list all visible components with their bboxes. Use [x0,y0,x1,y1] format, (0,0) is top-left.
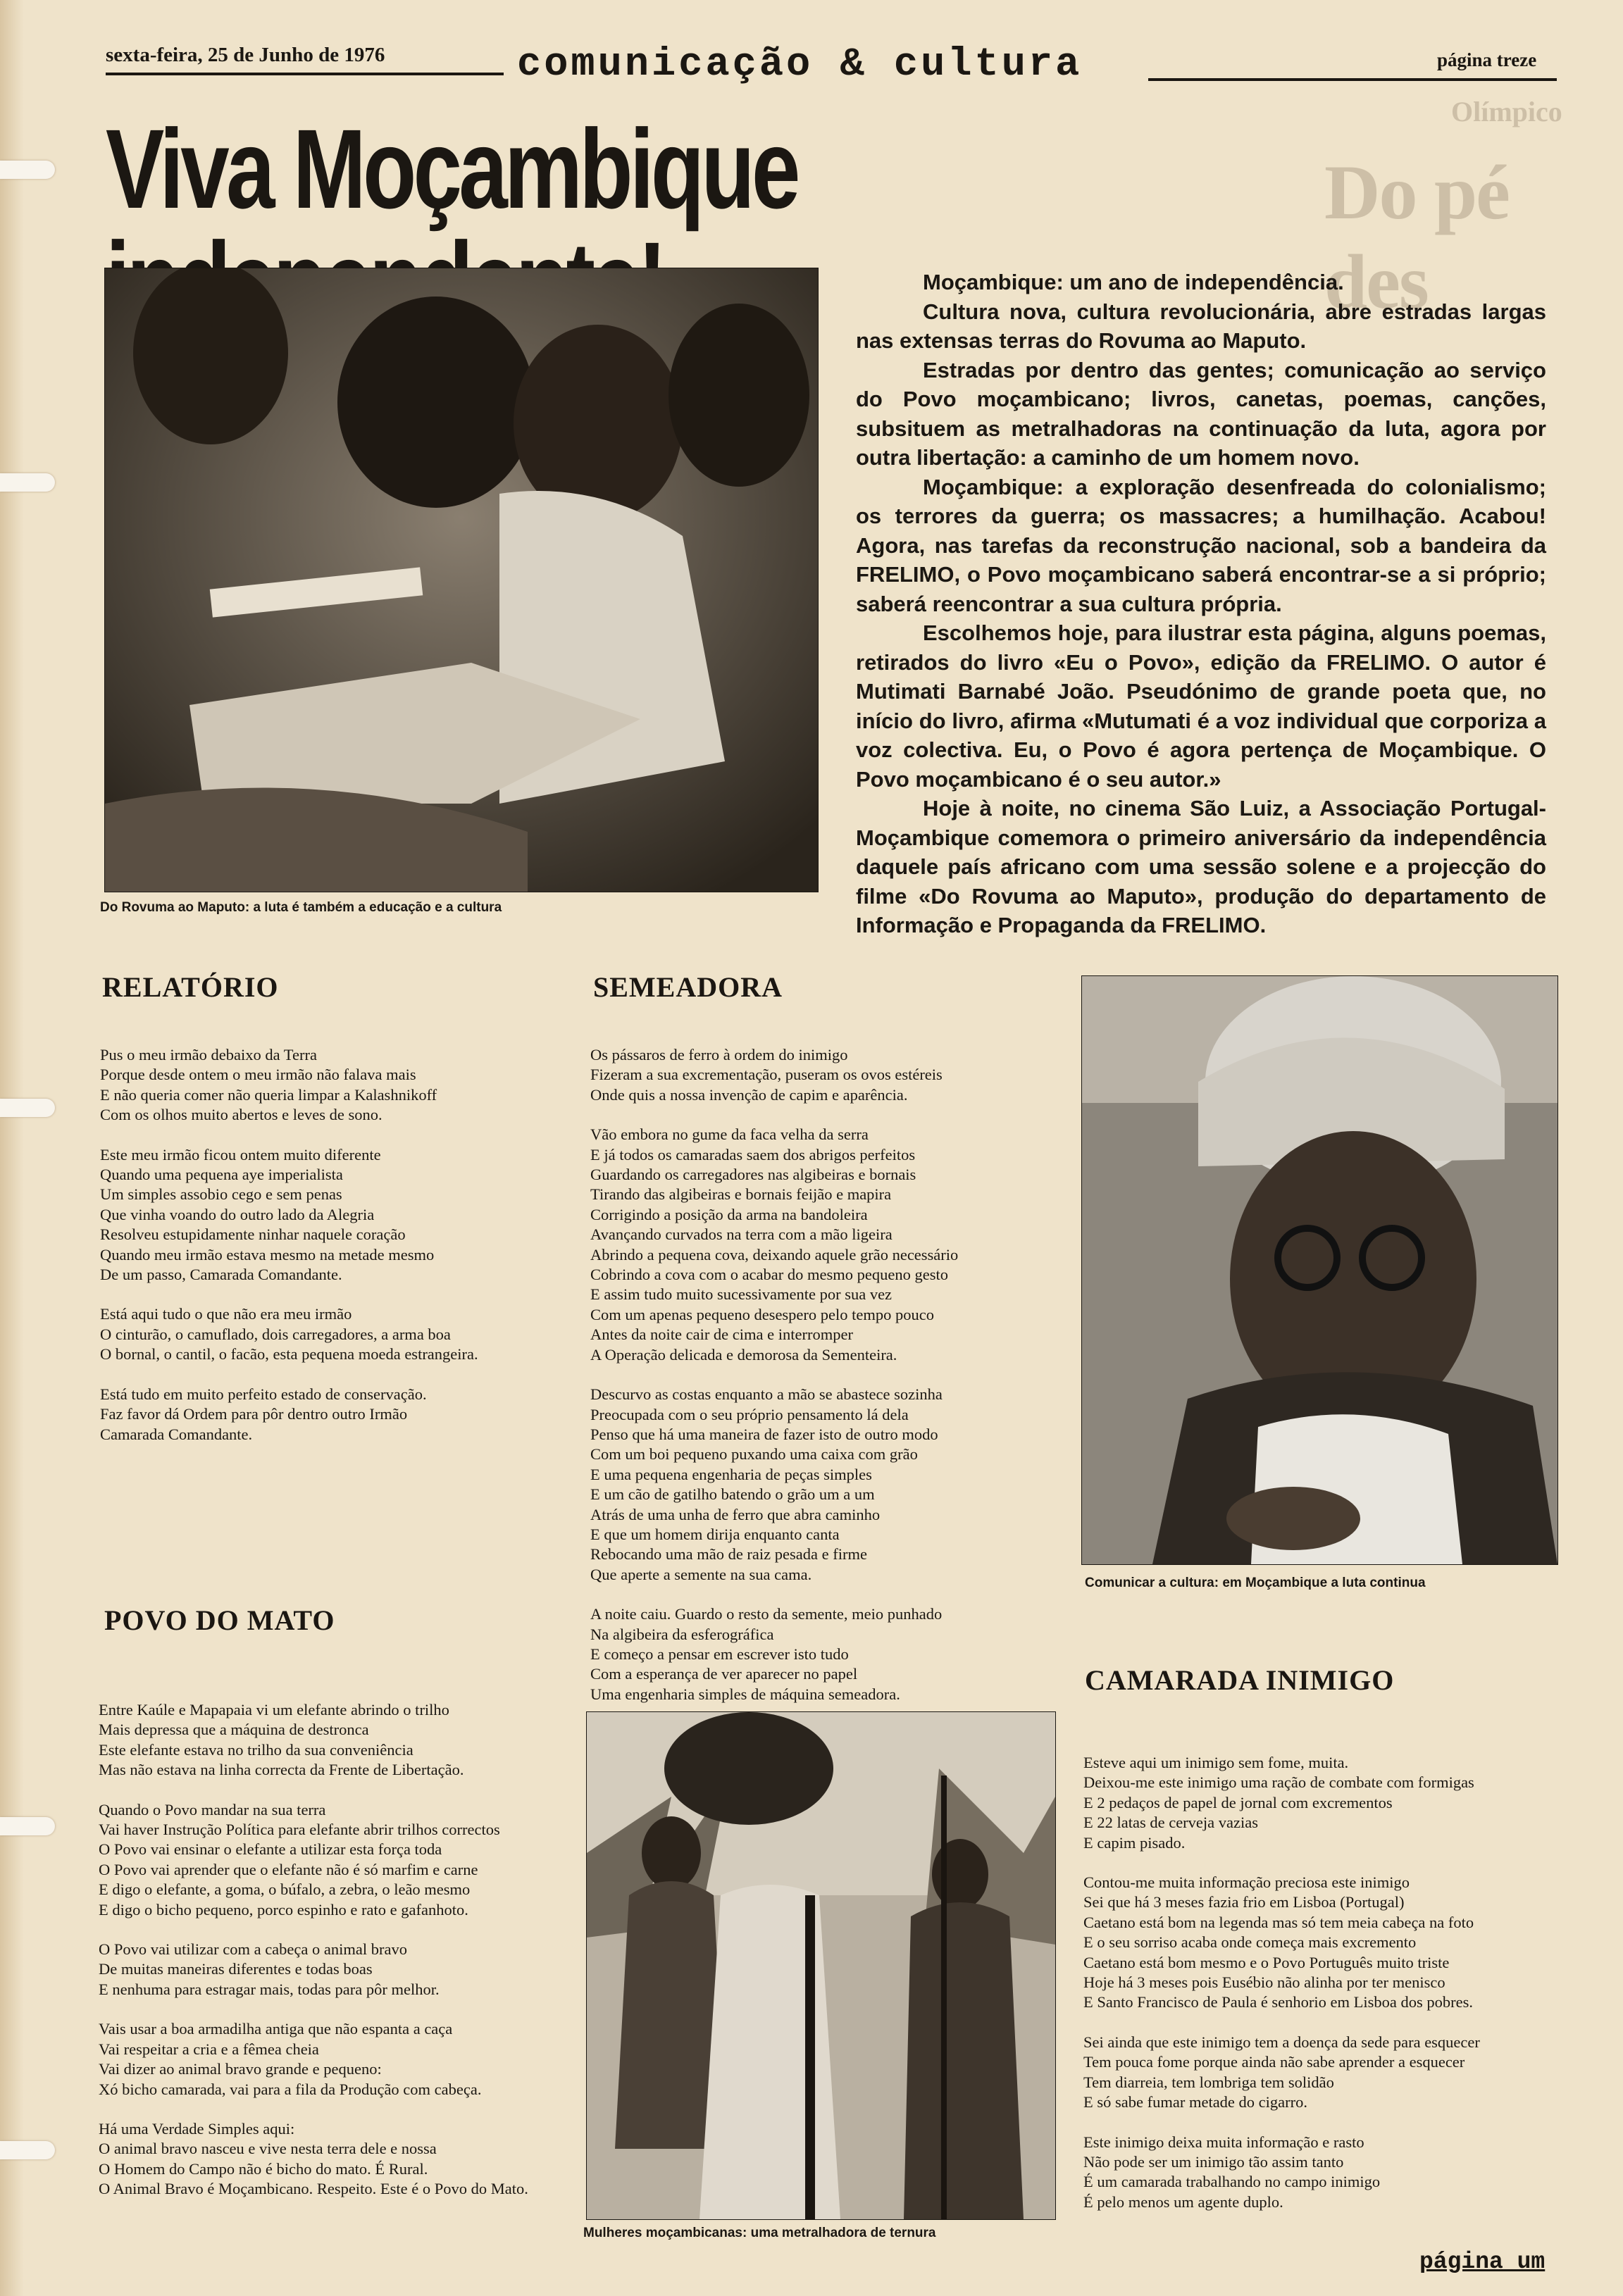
photo-children-writing [104,268,819,892]
stanza: Esteve aqui um inimigo sem fome, muita. Deixou-me este inimigo uma ração de combate com formigas E 2 pedaços de papel de jornal com excrementos E 22 latas de cerveja vazias E capim pisado. [1083,1754,1474,1852]
photo-caption: Comunicar a cultura: em Moçambique a luta continua [1085,1576,1426,1590]
intro-paragraph: Escolhemos hoje, para ilustrar esta página, alguns poemas, retirados do livro «Eu o Povo», edição da FRELIMO. O autor é Mutimati Barnabé João. Pseudónimo de grande poeta que, no início do livro, afirma «Mutumati é a voz individual que corporiza a voz colectiva. Eu, o Povo é agora pertença de Moçambique. O Povo moçambicano é o seu autor.» [856,620,1546,792]
poem-relatorio [100,1045,579,1464]
stanza: Entre Kaúle e Mapapaia vi um elefante abrindo o trilho Mais depressa que a máquina de destronca Este elefante estava no trilho da sua conveniência Mas não estava na linha correcta da Frente de Libertação. [99,1701,464,1779]
binder-hole [0,161,55,179]
poem-camarada-inimigo [1083,1753,1562,2232]
stanza: Vais usar a boa armadilha antiga que não espanta a caça Vai respeitar a cria e a fêmea cheia Vai dizer ao animal bravo grande e pequeno: Xó bicho camarada, vai para a fila da Produção com cabeça. [99,2020,482,2098]
binder-hole [0,1817,55,1835]
stanza: Há uma Verdade Simples aqui: O animal bravo nasceu e vive nesta terra dele e nossa O Homem do Campo não é bicho do mato. É Rural. O Animal Bravo é Moçambicano. Respeito. Este é o Povo do Mato. [99,2119,528,2198]
intro-paragraph: Moçambique: um ano de independência. [923,270,1344,294]
binder-hole [0,473,55,492]
section-title: comunicação & cultura [517,42,1083,87]
headline: Viva Moçambique [106,106,797,232]
bleed-through-text: Olímpico [1451,96,1562,127]
intro-text [856,268,1546,940]
stanza: Pus o meu irmão debaixo da Terra Porque desde ontem o meu irmão não falava mais E não queria comer não queria limpar a Kalashnikoff Com os olhos muito abertos e leves de sono. [100,1046,437,1124]
stanza: A noite caiu. Guardo o resto da semente, meio punhado Na algibeira da esferográfica E começo a pensar em escrever isto tudo Com a esperança de ver aparecer no papel Uma engenharia simples de máquina semeadora. [590,1605,943,1703]
stanza: Está tudo em muito perfeito estado de conservação. Faz favor dá Ordem para pôr dentro outro Irmão Camarada Comandante. [100,1385,427,1443]
issue-date: sexta-feira, 25 de Junho de 1976 [106,44,385,66]
stanza: Descurvo as costas enquanto a mão se abastece sozinha Preocupada com o seu próprio pensamento lá dela Penso que há uma maneira de fazer isto de outro modo Com um boi pequeno puxando uma caixa com grão E uma pequena engenharia de peças simples E um cão de gatilho batendo o grão um a um Atrás de uma unha de ferro que abra caminho E que um homem dirija enquanto canta Rebocando uma mão de raiz pesada e firme Que aperte a semente na sua cama. [590,1385,943,1583]
photo-caption: Do Rovuma ao Maputo: a luta é também a educação e a cultura [100,900,502,915]
intro-paragraph: Cultura nova, cultura revolucionária, abre estradas largas nas extensas terras do Rovuma ao Maputo. [856,299,1546,353]
photo-caption: Mulheres moçambicanas: uma metralhadora de ternura [583,2226,936,2240]
binder-hole [0,1099,55,1117]
photo-women-walking [586,1711,1056,2220]
poem-title: POVO DO MATO [104,1604,335,1636]
stanza: O Povo vai utilizar com a cabeça o animal bravo De muitas maneiras diferentes e todas boas E nenhuma para estragar mais, todas para pôr melhor. [99,1940,440,1998]
stanza: Os pássaros de ferro à ordem do inimigo Fizeram a sua excrementação, puseram os ovos estéreis Onde quis a nossa invenção de capim e aparência. [590,1046,943,1104]
stanza: Vão embora no gume da faca velha da serra E já todos os camaradas saem dos abrigos perfeitos Guardando os carregadores nas algibeiras e bornais Tirando das algibeiras e bornais feijão e mapira Corrigindo a posição da arma na bandoleira Avançando curvados na terra com a mão ligeira Abrindo a pequena cova, deixando aquele grão necessário Cobrindo a cova com o acabar do mesmo pequeno gesto E assim tudo muito sucessivamente por sua vez Com um apenas pequeno desespero pelo tempo pouco Antes da noite cair de cima e interromper A Operação delicada e demorosa da Sementeira. [590,1125,959,1364]
paper-edge [0,0,24,2296]
page-reference: página um [1419,2249,1546,2275]
poem-title: SEMEADORA [593,971,783,1003]
stanza: Contou-me muita informação preciosa este inimigo Sei que há 3 meses fazia frio em Lisboa (Portugal) Caetano está bom na legenda mas só tem meia cabeça na foto E o seu sorriso acaba onde começa mais excremento Caetano está bom mesmo e o Povo Português muito triste Hoje há 3 meses pois Eusébio não alinha por ter menisco E Santo Francisco de Paula é senhorio em Lisboa dos pobres. [1083,1873,1474,2011]
poem-povo-do-mato [99,1700,564,2219]
intro-paragraph: Estradas por dentro das gentes; comunicação ao serviço do Povo moçambicano; livros, canetas, poemas, canções, subsituem as metralhadoras na continuação da luta, agora por outra libertação: a caminho de um homem novo. [856,357,1546,470]
poem-title: CAMARADA INIMIGO [1085,1664,1395,1696]
header-rule [1148,78,1557,81]
photo-elderly-woman [1081,975,1558,1565]
page-number: página treze [1437,49,1537,70]
header-rule [106,73,504,75]
intro-paragraph: Hoje à noite, no cinema São Luiz, a Associação Portugal-Moçambique comemora o primeiro aniversário da independência daquele país africano com uma sessão solene e a projecção do filme «Do Rovuma ao Maputo», produção do departamento de Informação e Propaganda da FRELIMO. [856,796,1546,937]
stanza: Está aqui tudo o que não era meu irmão O cinturão, o camuflado, dois carregadores, a arma boa O bornal, o cantil, o facão, esta pequena moeda estrangeira. [100,1305,478,1364]
stanza: Este meu irmão ficou ontem muito diferente Quando uma pequena aye imperialista Um simples assobio cego e sem penas Que vinha voando do outro lado da Alegria Resolveu estupidamente ninhar naquele coração Quando meu irmão estava mesmo na metade mesmo De um passo, Camarada Comandante. [100,1145,435,1284]
stanza: Este inimigo deixa muita informação e rasto Não pode ser um inimigo tão assim tanto É um camarada trabalhando no campo inimigo É pelo menos um agente duplo. [1083,2133,1381,2211]
poem-title: RELATÓRIO [102,971,279,1003]
binder-hole [0,2141,55,2159]
bleed-through-text: Do pé des [1324,149,1509,325]
intro-paragraph: Moçambique: a exploração desenfreada do colonialismo; os terrores da guerra; os massacres; a humilhação. Acabou! Agora, nas tarefas da reconstrução nacional, sob a bandeira da FRELIMO, o Povo moçambicano saberá encontrar-se a si próprio; saberá reencontrar a sua cultura própria. [856,474,1546,616]
stanza: Quando o Povo mandar na sua terra Vai haver Instrução Política para elefante abrir trilhos correctos O Povo vai ensinar o elefante a utilizar esta força toda O Povo vai aprender que o elefante não é só marfim e carne E digo o elefante, a goma, o búfalo, a zebra, o leão mesmo E digo o bicho pequeno, porco espinho e rato e gafanhoto. [99,1800,500,1918]
poem-semeadora [590,1045,1083,1724]
stanza: Sei ainda que este inimigo tem a doença da sede para esquecer Tem pouca fome porque ainda não sabe aprender a esquecer Tem diarreia, tem lombriga tem solidão E só sabe fumar metade do cigarro. [1083,2033,1480,2111]
